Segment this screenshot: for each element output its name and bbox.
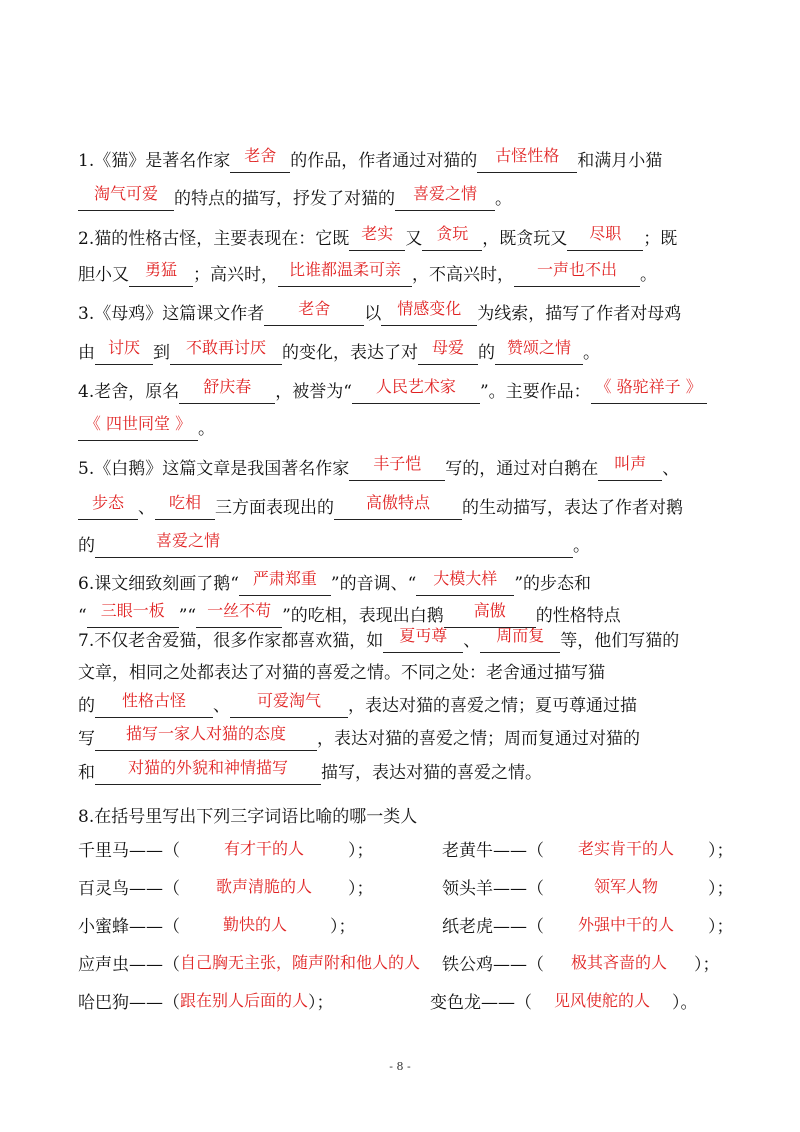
q7-line4: 写 描写一家人对猫的态度 ，表达对猫的喜爱之情；周而复通过对猫的 <box>78 724 640 749</box>
q3-line1: 3.《母鸡》这篇课文作者 老舍 以 情感变化 为线索，描写了作者对母鸡 <box>78 299 682 324</box>
q5-blank3: 步态 <box>78 497 138 520</box>
q2-blank2: 贪玩 <box>422 228 482 251</box>
q6-blank5: 高傲 <box>444 605 536 628</box>
q4-blank3: 《 骆驼祥子 》 <box>591 381 707 404</box>
q8-item-9: 哈巴狗——（跟在别人后面的人）； <box>78 991 334 1013</box>
q8-item-7: 应声虫——（自己胸无主张，随声附和他人的人 <box>78 953 421 975</box>
q5-blank6: 喜爱之情 <box>95 535 573 558</box>
q8-item-4: 领头羊——（ 领军人物 ）； <box>442 877 734 899</box>
q7-line5: 和 对猫的外貌和神情描写 描写，表达对猫的喜爱之情。 <box>78 758 542 783</box>
q8-title: 8.在括号里写出下列三字词语比喻的哪一类人 <box>78 807 418 827</box>
q3-line2: 由 讨厌 到 不敢再讨厌 的变化，表达了对 母爱 的 赞颂之情 。 <box>78 338 600 363</box>
q7-blank6: 对猫的外貌和神情描写 <box>95 762 321 785</box>
q1-blank3: 淘气可爱 <box>78 188 174 211</box>
q5-line2: 步态 、 吃相 三方面表现出的 高傲特点 的生动描写，表达了作者对鹅 <box>78 497 683 520</box>
q7-blank2: 周而复 <box>480 630 560 653</box>
q2-blank6: 一声也不出 <box>514 264 640 287</box>
q6-line1: 6.课文细致刻画了鹅“ 严肃郑重 ”的音调、“ 大模大样 ”的步态和 <box>78 569 592 594</box>
q7-blank1: 夏丏尊 <box>383 630 463 653</box>
q2-line2: 胆小又 勇猛 ；高兴时， 比谁都温柔可亲 ，不高兴时， 一声也不出 。 <box>78 260 657 285</box>
q3-blank2: 情感变化 <box>381 303 477 326</box>
q6-blank4: 一丝不苟 <box>196 605 282 628</box>
q6-line2: “ 三眼一板 ”“ 一丝不苟 ”的吃相，表现出白鹅 高傲 的性格特点 <box>78 601 621 626</box>
q8-item-1: 千里马——（ 有才干的人 ）； <box>78 839 374 861</box>
q2-line1: 2.猫的性格古怪，主要表现在：它既 老实 又 贪玩 ，既贪玩又 尽职 ；既 <box>78 224 678 249</box>
q5-blank2: 叫声 <box>598 458 662 481</box>
q7-blank5: 描写一家人对猫的态度 <box>95 728 317 751</box>
q4-blank1: 舒庆春 <box>179 381 275 404</box>
q6-blank1: 严肃郑重 <box>239 573 331 596</box>
q4-line2: 《 四世同堂 》 。 <box>78 418 215 441</box>
q2-blank1: 老实 <box>349 228 405 251</box>
q1-line1: 1.《猫》是著名作家 老舍 的作品，作者通过对猫的 古怪性格 和满月小猫 <box>78 146 663 171</box>
q3-blank3: 讨厌 <box>95 342 153 365</box>
q8-item-2: 老黄牛——（ 老实肯干的人 ）； <box>442 839 734 861</box>
q5-line3: 的 喜爱之情 。 <box>78 531 590 556</box>
q3-blank5: 母爱 <box>418 342 478 365</box>
q4-blank4: 《 四世同堂 》 <box>78 418 198 441</box>
q7-line2: 文章，相同之处都表达了对猫的喜爱之情。不同之处：老舍通过描写猫 <box>78 663 605 683</box>
q8-item-3: 百灵鸟——（ 歌声清脆的人 ）； <box>78 877 374 899</box>
q3-blank1: 老舍 <box>264 303 364 326</box>
q1-blank4: 喜爱之情 <box>395 188 495 211</box>
q1-line2: 淘气可爱 的特点的描写，抒发了对猫的 喜爱之情 。 <box>78 188 512 211</box>
q5-line1: 5.《白鹅》这篇文章是我国著名作家 丰子恺 写的，通过对白鹅在 叫声 、 <box>78 454 680 479</box>
q8-item-8: 铁公鸡——（ 极其吝啬的人 ）； <box>442 953 720 975</box>
q8-item-6: 纸老虎——（ 外强中干的人 ）； <box>442 915 734 937</box>
q7-blank3: 性格古怪 <box>95 695 213 718</box>
q4-line1: 4.老舍，原名 舒庆春 ，被誉为“ 人民艺术家 ”。主要作品： 《 骆驼祥子 》 <box>78 381 707 404</box>
q6-blank2: 大模大样 <box>416 573 514 596</box>
q5-blank4: 吃相 <box>155 497 215 520</box>
q7-line3: 的 性格古怪 、 可爱淘气 ，表达对猫的喜爱之情；夏丏尊通过描 <box>78 691 637 716</box>
q2-blank3: 尽职 <box>567 228 643 251</box>
q8-item-10: 变色龙——（ 见风使舵的人 ）。 <box>430 991 698 1013</box>
q1-blank1: 老舍 <box>230 150 290 173</box>
q2-blank5: 比谁都温柔可亲 <box>278 264 412 287</box>
q7-blank4: 可爱淘气 <box>230 695 348 718</box>
page-number: - 8 - <box>389 1060 411 1073</box>
q8-item-5: 小蜜蜂——（ 勤快的人 ）； <box>78 915 356 937</box>
q3-blank4: 不敢再讨厌 <box>170 342 282 365</box>
q7-line1: 7.不仅老舍爱猫，很多作家都喜欢猫，如 夏丏尊 、 周而复 等，他们写猫的 <box>78 626 680 651</box>
q2-blank4: 勇猛 <box>129 264 193 287</box>
q5-blank1: 丰子恺 <box>349 458 445 481</box>
q4-blank2: 人民艺术家 <box>352 381 480 404</box>
q5-blank5: 高傲特点 <box>334 497 462 520</box>
q6-blank3: 三眼一板 <box>87 605 179 628</box>
q3-blank6: 赞颂之情 <box>495 342 583 365</box>
q1-blank2: 古怪性格 <box>477 150 577 173</box>
